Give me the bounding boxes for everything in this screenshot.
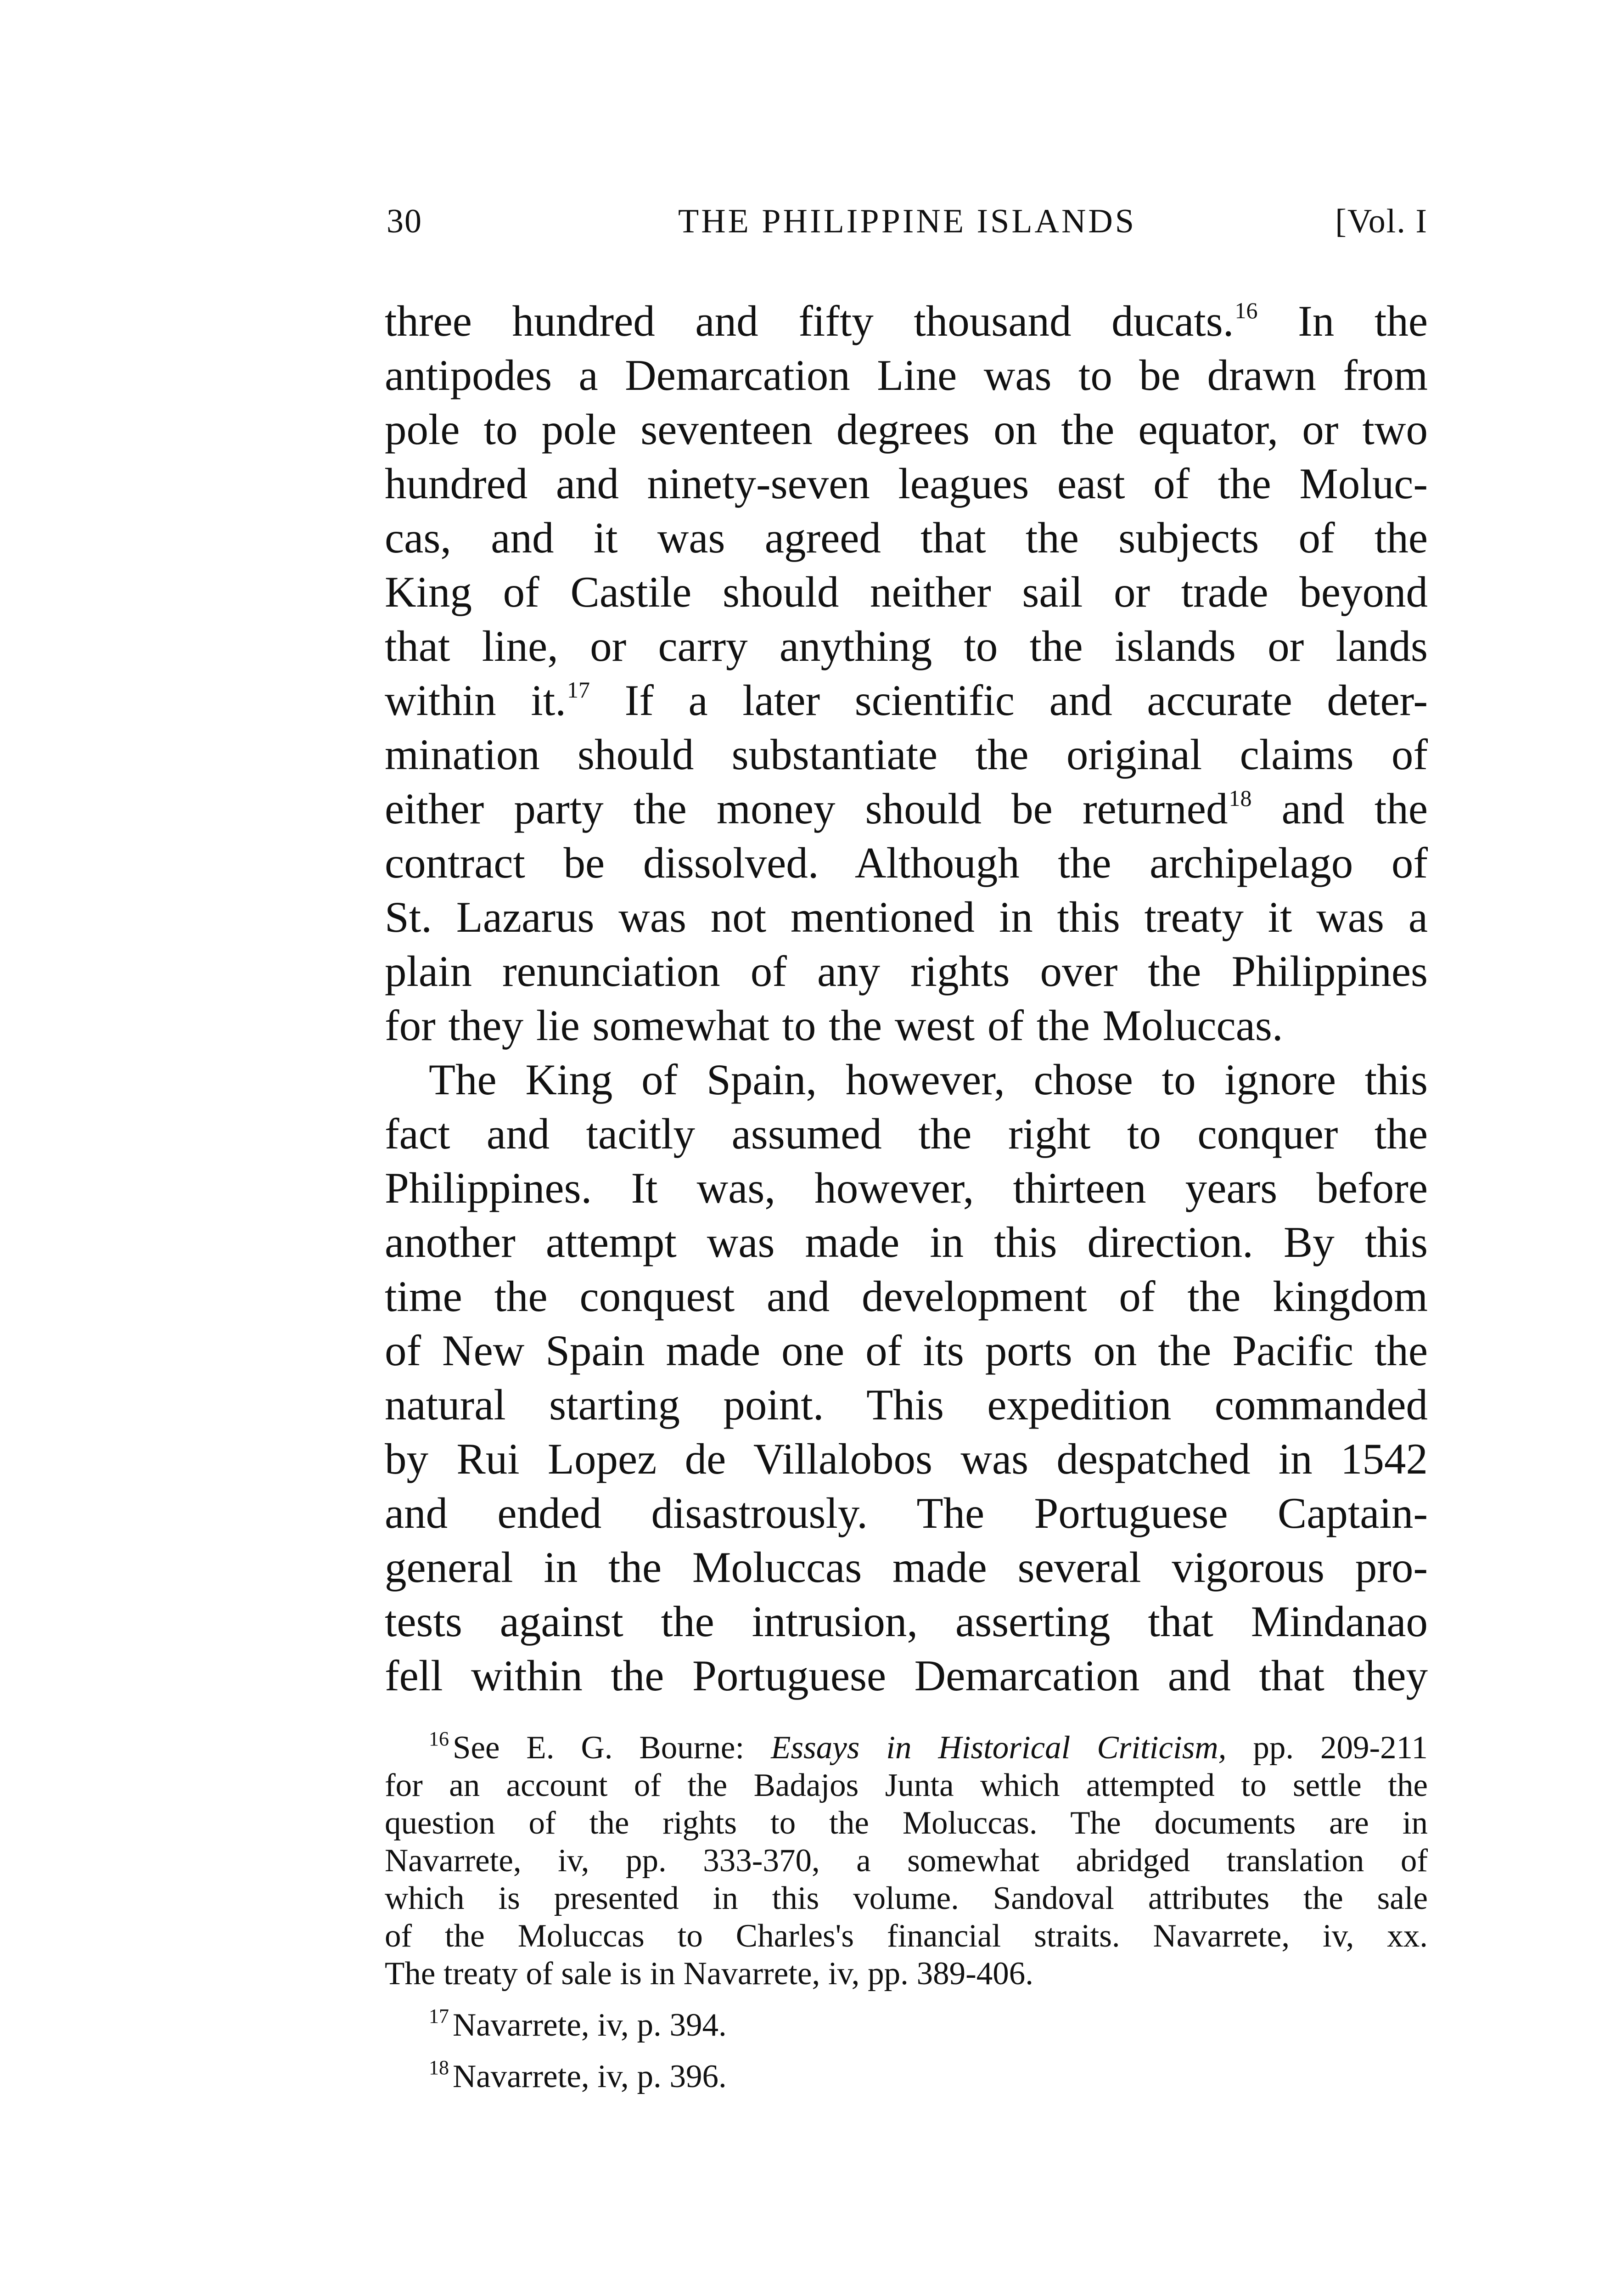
footnote-line: question of the rights to the Moluccas. The documents are in	[385, 1805, 1428, 1841]
text-line: contract be dissolved. Although the archipelago of	[385, 838, 1428, 887]
page-number: 30	[387, 203, 422, 240]
running-header	[387, 202, 1428, 262]
text-line: fell within the Portuguese Demarcation and that they	[385, 1651, 1428, 1700]
footnote-spacer	[385, 2044, 1428, 2058]
footnotes	[385, 1729, 1428, 2095]
footnote-line: The treaty of sale is in Navarrete, iv, pp. 389-406.	[385, 1956, 1033, 1992]
text-line: Philippines. It was, however, thirteen years before	[385, 1164, 1428, 1212]
footnote-line: of the Moluccas to Charles's financial straits. Navarrete, iv, xx.	[385, 1918, 1428, 1954]
text-line: hundred and ninety-seven leagues east of the Moluc-	[385, 459, 1428, 508]
running-title: THE PHILIPPINE ISLANDS	[678, 203, 1136, 240]
text-line: pole to pole seventeen degrees on the equator, or two	[385, 405, 1428, 454]
footnote-marker: 16	[429, 1728, 449, 1750]
text-line: cas, and it was agreed that the subjects of the	[385, 513, 1428, 562]
text-line: that line, or carry anything to the islands or lands	[385, 622, 1428, 670]
text-line: antipodes a Demarcation Line was to be drawn from	[385, 351, 1428, 400]
text-line: within it.$^{17}$ If a later scientific and accurate deter-	[385, 676, 1428, 725]
footnote-marker: 17	[429, 2005, 449, 2027]
paragraph-2	[385, 1052, 1428, 1703]
footnote-line: which is presented in this volume. Sandoval attributes the sale	[385, 1880, 1428, 1916]
text-line: by Rui Lopez de Villalobos was despatched in 1542	[385, 1435, 1428, 1483]
footnote-ref-18: 18	[1229, 785, 1252, 811]
text-line: for they lie somewhat to the west of the Moluccas.	[385, 1001, 1283, 1050]
footnote-ref-17: 17	[567, 677, 590, 703]
footnote-line: for an account of the Badajos Junta which attempted to settle the	[385, 1767, 1428, 1803]
text-line: and ended disastrously. The Portuguese Captain-	[385, 1489, 1428, 1537]
volume-label: [Vol. I	[1335, 203, 1428, 240]
text-line: natural starting point. This expedition commanded	[385, 1380, 1428, 1429]
footnote-16	[385, 1729, 1428, 1992]
text-line: time the conquest and development of the kingdom	[385, 1272, 1428, 1321]
text-line: tests against the intrusion, asserting that Mindanao	[385, 1597, 1428, 1646]
text-line: fact and tacitly assumed the right to conquer the	[385, 1109, 1428, 1158]
paragraph-1	[385, 294, 1428, 1052]
text-line: St. Lazarus was not mentioned in this treaty it was a	[385, 893, 1428, 941]
text-line: general in the Moluccas made several vigorous pro-	[385, 1543, 1428, 1592]
book-title: Essays in Historical Criticism,	[771, 1730, 1227, 1766]
footnote-line: $^{16}$ See E. G. Bourne: Essays in Historical Criticism, pp. 209-211	[429, 1728, 1428, 1766]
footnote-marker: 18	[429, 2056, 449, 2079]
footnote-ref-16: 16	[1234, 298, 1258, 323]
text-line: three hundred and fifty thousand ducats.$^{16}$ In the	[385, 297, 1428, 345]
text-line: plain renunciation of any rights over the Philippines	[385, 947, 1428, 996]
text-line: The King of Spain, however, chose to ignore this	[429, 1055, 1428, 1104]
footnote-18: $^{18}$ Navarrete, iv, p. 396.	[429, 2056, 727, 2094]
text-line: either party the money should be returned$^{18}$ and the	[385, 784, 1428, 833]
body-text	[385, 294, 1428, 1703]
text-line: of New Spain made one of its ports on the Pacific the	[385, 1326, 1428, 1375]
footnote-line: Navarrete, iv, pp. 333-370, a somewhat abridged translation of	[385, 1843, 1428, 1879]
footnote-17: $^{17}$ Navarrete, iv, p. 394.	[429, 2005, 727, 2043]
text-line: King of Castile should neither sail or trade beyond	[385, 568, 1428, 616]
text-line: another attempt was made in this direction. By this	[385, 1218, 1428, 1266]
footnote-spacer	[385, 1992, 1428, 2006]
text-line: mination should substantiate the original claims of	[385, 730, 1428, 779]
